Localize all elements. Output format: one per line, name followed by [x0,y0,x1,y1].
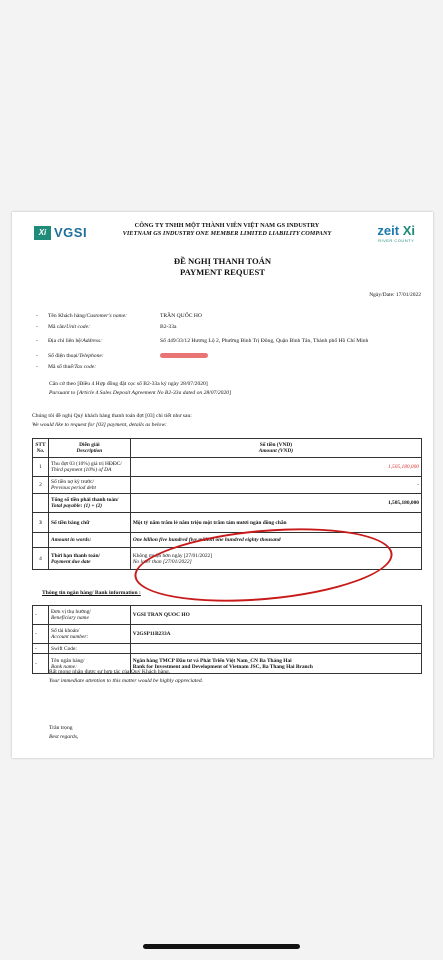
bank-name-vi: Ngân hàng TMCP Đầu tư và Phát Triển Việt Nam_CN Ba Tháng Hai [132,657,292,664]
table-row-due [33,548,422,570]
beneficiary-label: Đơn vị thụ hưởng/ [50,609,91,615]
closing-en: Your immediate attention to this matter would be highly appreciated. [49,678,204,684]
beneficiary-label-en: Beneficiary name [50,615,89,621]
redacted-phone [160,353,208,358]
address-label-en: Address: [82,338,103,344]
bank-row: - Đơn vị thụ hưởng/ Beneficiary name VGSI TRAN QUOC HO [33,606,422,625]
row-number: 4 [33,548,49,570]
row-desc: Số tiền nợ kỳ trước/ [50,479,95,485]
address-label: Địa chỉ liên hệ/ [48,338,83,344]
customer-name-row: - Tên Khách hàng/Customer's name: TRẦN QUỐC HO [36,310,426,321]
zeit-river-logo [377,223,415,243]
amount-words-en: One billion five hundred five million one hundred eighty thousand [130,533,421,548]
amount-words-label: Số tiền bằng chữ [48,513,130,533]
phone-label-en: Telephone: [79,352,104,359]
total-desc-en: Total payable: (1) + (2) [50,503,103,509]
row-number: 2 [33,477,49,494]
closing-vi: Rất mong nhận được sự hợp tác của Quý Khách hàng. [49,669,171,675]
tax-code-row: - Mã số thuế/Tax code: [36,363,97,370]
customer-name-label-en: Customer's name: [86,312,128,319]
bank-row: - Swift Code: [33,644,422,654]
due-date-value-en: No later than [27/01/2022] [132,558,192,565]
bank-name-label: Tên ngân hàng/ [50,657,85,664]
vgsi-logo-text: VGSI [54,225,88,240]
title-vi: ĐỀ NGHỊ THANH TOÁN [173,256,272,266]
due-date-value: Không muộn hơn ngày [27/01/2022] [132,552,213,559]
vgsi-logo-mark: Xi [34,226,51,240]
customer-name-label: Tên Khách hàng/ [48,312,87,319]
phone-row: - Số điện thoại/Telephone: [36,350,426,361]
amount-header: Số tiền (VND) [259,442,293,448]
bank-name-label-en: Bank name: [50,663,77,670]
desc-header-en: Description [76,448,103,454]
signoff [49,724,78,742]
swift-label: Swift Code: [48,644,130,654]
payment-request-document [12,212,433,758]
tax-code-label: Mã số thuế/ [48,363,75,370]
total-amount: 1,505,180,000 [130,494,421,513]
total-desc: Tổng số tiền phải thanh toán/ [50,497,119,503]
company-name-vi: CÔNG TY TNHH MỘT THÀNH VIÊN VIỆT NAM GS INDUSTRY [134,222,320,229]
title-en: PAYMENT REQUEST [179,267,266,277]
bank-name-en: Bank for Investment and Development of Vietnam JSC, Ba Thang Hai Branch [132,663,313,670]
bank-row: - Số tài khoản/ Account number: V2GSP11B233A [33,625,422,644]
request-statement-en: We would like to request for [03] payment, details as below: [32,422,167,428]
row-desc-en: Third payment (10%) of DA [50,467,112,473]
beneficiary-value: VGSI TRAN QUOC HO [130,606,421,625]
table-row-words [33,513,422,533]
contract-basis-en: Pursuant to [Article 4 Sales Deposit Agreement No B2-33a dated on 28/07/2020] [49,390,232,396]
bank-table [32,605,422,674]
zeit-logo-mark: Xi [402,223,415,238]
unit-code-label: Mã căn/ [48,323,67,330]
zeit-logo-text: zeit [377,223,400,238]
address-value: Số 449/33/12 Hương Lộ 2, Phường Bình Trị Đông, Quận Bình Tân, Thành phố Hồ Chí Minh [160,338,369,344]
table-row-total [33,494,422,513]
stt-header: STT [35,442,46,448]
closing-note [49,668,203,686]
regards-en: Best regards, [49,734,79,740]
company-name [112,222,342,238]
table-row-words-en [33,533,422,548]
payment-table [32,438,422,570]
due-date-label: Thời hạn thanh toán/ [50,552,100,559]
stt-header-en: No. [36,448,45,454]
zeit-logo-sub: RIVER COUNTY [378,238,415,243]
account-label: Số tài khoản/ [50,628,80,634]
unit-code-value: B2-33a [160,323,177,330]
row-desc: Thu đợt 03 (10%) giá trị HĐĐC/ [50,461,122,467]
table-row [33,458,422,477]
table-row [33,477,422,494]
customer-name-value: TRẦN QUỐC HO [160,312,202,319]
account-label-en: Account number: [50,634,89,640]
bank-row: - Tên ngân hàng/ Bank name: Ngân hàng TMCP Đầu tư và Phát Triển Việt Nam_CN Ba Tháng Hai Bank for Investment and Development of Vietnam JSC, Ba Thang Hai Branch [33,654,422,674]
desc-header: Diễn giải [79,442,100,448]
row-amount: - [130,477,421,494]
row-amount: 1,505,180,000 [130,458,421,477]
document-date: Ngày/Date: 17/01/2022 [369,292,421,298]
contract-basis-vi: Căn cứ theo [Điều 4 Hợp đồng đặt cọc số B2-33a ký ngày 28/07/2020] [49,381,208,387]
tax-code-label-en: Tax code: [74,363,97,370]
address-row: - Địa chỉ liên hệ/Address: Số 449/33/12 Hương Lộ 2, Phường Bình Trị Đông, Quận Bình Tân, Thành phố Hồ Chí Minh [36,332,426,350]
vgsi-logo [34,225,87,240]
request-statement-vi: Chúng tôi đề nghị Quý khách hàng thanh toán đợt [03] chi tiết như sau: [32,413,192,419]
amount-words-label-en: Amount in words: [48,533,130,548]
bank-info-title: Thông tin ngân hàng/ Bank information : [42,590,141,596]
due-date-label-en: Payment due date [50,558,91,565]
row-desc-en: Previous period debt [50,485,96,491]
unit-code-label-en: Unit code: [66,323,90,330]
home-indicator[interactable] [143,944,300,949]
unit-code-row: - Mã căn/Unit code: B2-33a [36,321,426,332]
table-header [33,439,422,458]
row-number: 1 [33,458,49,477]
phone-label: Số điện thoại/ [48,352,80,359]
customer-info [36,310,426,372]
account-value: V2GSP11B233A [130,625,421,644]
amount-words-vi: Một tỷ năm trăm lẻ năm triệu một trăm tám mươi ngàn đồng chẵn [130,513,421,533]
contract-basis [49,380,231,398]
request-statement [32,412,192,430]
row-number: 3 [33,513,49,533]
company-name-en: VIETNAM GS INDUSTRY ONE MEMBER LIMITED LIABILITY COMPANY [122,230,332,237]
amount-header-en: Amount (VND) [258,448,294,454]
regards-vi: Trân trọng [49,725,73,731]
